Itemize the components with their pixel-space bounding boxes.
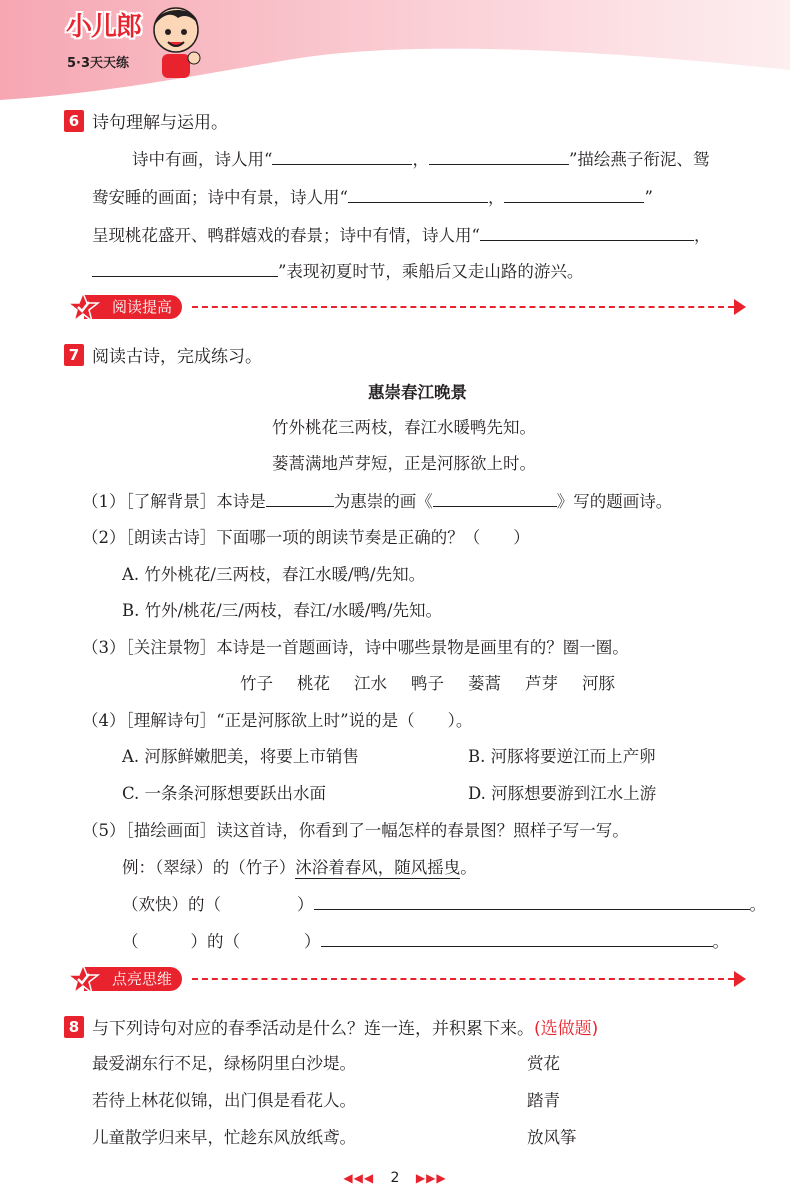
q6-text-2c: ” [644,188,653,207]
q7-s1-text-c: 》写的题画诗。 [556,492,673,511]
section-label-thinking: 点亮思维 [84,967,182,991]
q6-line-2 [92,184,653,208]
q7-s1-text-a: （1）［了解背景］本诗是 [82,492,266,511]
arrow-right-icon [734,299,746,315]
q6-blank-4[interactable] [504,185,644,203]
q6-text-1b: ， [412,150,429,169]
q6-text-3b: ， [693,226,711,245]
item-pufferfish[interactable]: 河豚 [582,674,615,693]
question-6-title: 诗句理解与运用。 [92,113,228,133]
q7-s5-row-2 [122,928,729,952]
section-bar-reading [66,294,756,322]
q7-s1-blank-2[interactable] [433,489,557,507]
arrow-right-icon [734,971,746,987]
q6-text-1a: 诗中有画，诗人用“ [132,150,273,169]
q6-text-1c: ”描绘燕子衔泥、鸳 [568,150,710,169]
q7-sub-2: （2）［朗读古诗］下面哪一项的朗读节奏是正确的？（ ） [82,528,530,547]
section-dash-line [192,978,734,980]
poem-line-1: 竹外桃花三两枝，春江水暖鸭先知。 [272,418,536,437]
page-number: 2 [390,1170,400,1186]
q7-s4-option-d[interactable]: D. 河豚想要游到江水上游 [468,784,657,803]
q8-right-1[interactable]: 赏花 [527,1054,560,1073]
q6-blank-1[interactable] [272,147,412,165]
question-7-heading [64,342,262,367]
section-bar-thinking [66,966,756,994]
row1-text-b: ） [297,895,314,914]
row1-blank[interactable] [314,892,750,910]
q8-left-1[interactable]: 最爱湖东行不足，绿杨阴里白沙堤。 [92,1054,356,1073]
q7-sub-3: （3）［关注景物］本诗是一首题画诗，诗中哪些景物是画里有的？圈一圈。 [82,638,629,657]
example-text-a: 例：（翠绿）的（竹子） [122,858,296,877]
q7-s1-blank-1[interactable] [266,489,334,507]
arrows-right-icon: ▶▶▶ [415,1171,447,1185]
q6-text-2a: 鸯安睡的画面；诗中有景，诗人用“ [92,188,348,207]
item-bamboo[interactable]: 竹子 [240,674,273,693]
question-6-heading [64,108,228,133]
row2-text-a: （ [122,932,139,951]
section-dash-line [192,306,734,308]
question-8-number: 8 [64,1016,84,1038]
logo-subtitle: 5·3天天练 [67,56,130,71]
mascot-boy-icon [148,2,204,80]
section-label-reading: 阅读提高 [84,295,182,319]
q6-line-3 [92,222,710,246]
example-text-b: 沐浴着春风，随风摇曳 [295,858,461,877]
q8-left-2[interactable]: 若待上林花似锦，出门俱是看花人。 [92,1091,356,1110]
poem-line-2: 蒌蒿满地芦芽短，正是河豚欲上时。 [272,454,536,473]
q6-text-4a: ”表现初夏时节，乘船后又走山路的游兴。 [278,262,584,281]
q7-s3-items [240,670,615,694]
q7-s1-text-b: 为惠崇的画《 [333,492,433,511]
q6-text-2b: ， [487,188,505,207]
q6-blank-6[interactable] [92,259,278,277]
header-band [0,0,790,112]
row2-blank[interactable] [321,929,713,947]
q7-s5-row-1 [122,891,766,915]
row1-text-c: 。 [749,895,766,914]
q7-sub-4: （4）［理解诗句］“正是河豚欲上时”说的是（ ）。 [82,711,473,730]
item-artemisia[interactable]: 蒌蒿 [468,674,501,693]
item-peach-blossom[interactable]: 桃花 [297,674,330,693]
q6-line-4 [92,258,583,282]
page-footer [0,1170,790,1186]
q7-s4-option-c[interactable]: C. 一条条河豚想要跃出水面 [122,784,327,803]
item-river-water[interactable]: 江水 [354,674,387,693]
question-7-title: 阅读古诗，完成练习。 [92,347,262,367]
item-reed-shoots[interactable]: 芦芽 [525,674,558,693]
q7-s4-option-a[interactable]: A. 河豚鲜嫩肥美，将要上市销售 [122,747,359,766]
logo-title: 小儿郎 [66,12,142,42]
optional-tag: (选做题) [534,1019,599,1039]
q7-sub-1 [82,488,672,512]
item-duck[interactable]: 鸭子 [411,674,444,693]
question-6-number: 6 [64,110,84,132]
q8-right-3[interactable]: 放风筝 [527,1128,577,1147]
star-icon [66,291,100,323]
q6-blank-3[interactable] [348,185,488,203]
q6-line-1 [132,146,709,170]
question-8-heading [64,1014,598,1039]
q7-sub-5: （5）［描绘画面］读这首诗，你看到了一幅怎样的春景图？照样子写一写。 [82,821,629,840]
q6-blank-5[interactable] [480,223,694,241]
row1-text-a: （欢快）的（ [122,895,221,914]
question-7-number: 7 [64,344,84,366]
q6-text-3a: 呈现桃花盛开、鸭群嬉戏的春景；诗中有情，诗人用“ [92,226,480,245]
q7-s2-option-b[interactable]: B. 竹外/桃花/三/两枝，春江/水暖/鸭/先知。 [122,601,442,620]
q6-blank-2[interactable] [429,147,569,165]
row2-text-c: ） [304,932,321,951]
question-8-title: 与下列诗句对应的春季活动是什么？连一连，并积累下来。 [92,1019,534,1039]
row2-text-d: 。 [712,932,729,951]
q7-s5-example [122,854,477,878]
q8-left-3[interactable]: 儿童散学归来早，忙趁东风放纸鸢。 [92,1128,356,1147]
row2-text-b: ）的（ [190,932,240,951]
q7-s2-option-a[interactable]: A. 竹外桃花/三两枝，春江水暖/鸭/先知。 [122,565,426,584]
q8-right-2[interactable]: 踏青 [527,1091,560,1110]
arrows-left-icon: ◀◀◀ [343,1171,375,1185]
example-text-c: 。 [460,858,477,877]
poem-title: 惠崇春江晚景 [368,383,467,402]
star-icon [66,963,100,995]
q7-s4-option-b[interactable]: B. 河豚将要逆江而上产卵 [468,747,656,766]
